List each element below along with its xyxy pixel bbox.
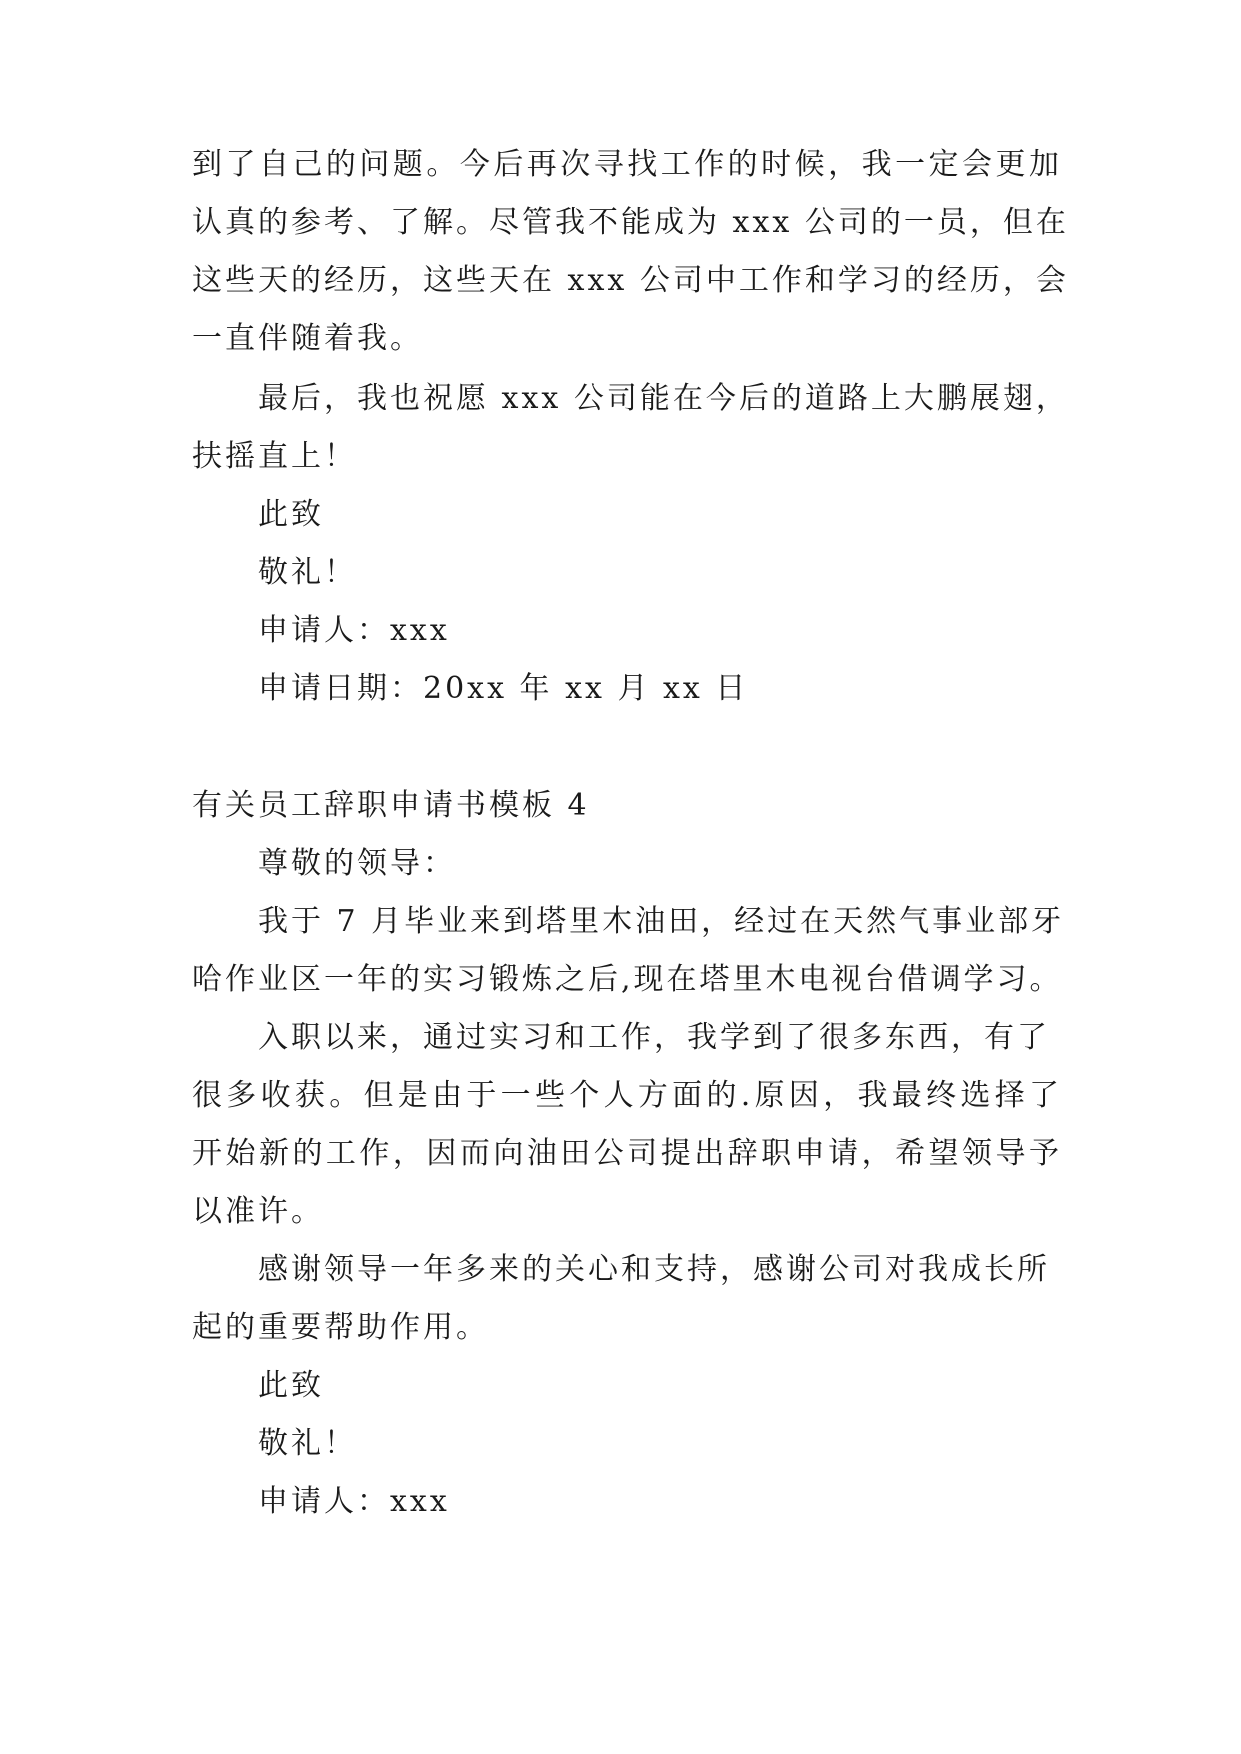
- paragraph-start-line: 我于 7 月毕业来到塔里木油田，经过在天然气事业部牙: [258, 904, 1065, 939]
- applicant-name: 申请人：xxx: [258, 613, 450, 648]
- body-text-line: 以准许。: [192, 1194, 324, 1229]
- body-text-line: 开始新的工作，因而向油田公司提出辞职申请，希望领导予: [192, 1136, 1062, 1171]
- closing-salutation: 此致: [258, 497, 324, 532]
- applicant-name: 申请人：xxx: [258, 1484, 450, 1519]
- paragraph-start-line: 入职以来，通过实习和工作，我学到了很多东西，有了: [258, 1020, 1050, 1055]
- body-text-line: 认真的参考、了解。尽管我不能成为 xxx 公司的一员，但在: [192, 205, 1069, 240]
- body-text-line: 扶摇直上！: [192, 439, 357, 474]
- application-date: 申请日期：20xx 年 xx 月 xx 日: [258, 671, 749, 706]
- section-title: 有关员工辞职申请书模板 4: [192, 788, 590, 823]
- body-text-line: 很多收获。但是由于一些个人方面的.原因，我最终选择了: [192, 1078, 1062, 1113]
- closing-salutation: 此致: [258, 1368, 324, 1403]
- body-text-line: 起的重要帮助作用。: [192, 1310, 489, 1345]
- body-text-line: 这些天的经历，这些天在 xxx 公司中工作和学习的经历，会: [192, 263, 1069, 298]
- paragraph-start-line: 最后，我也祝愿 xxx 公司能在今后的道路上大鹏展翅，: [258, 381, 1069, 416]
- closing-regards: 敬礼！: [258, 555, 357, 590]
- closing-regards: 敬礼！: [258, 1426, 357, 1461]
- greeting: 尊敬的领导：: [258, 846, 456, 881]
- paragraph-start-line: 感谢领导一年多来的关心和支持，感谢公司对我成长所: [258, 1252, 1050, 1287]
- body-text-line: 到了自己的问题。今后再次寻找工作的时候，我一定会更加: [192, 147, 1062, 182]
- body-text-line: 一直伴随着我。: [192, 321, 423, 356]
- body-text-line: 哈作业区一年的实习锻炼之后,现在塔里木电视台借调学习。: [192, 962, 1063, 997]
